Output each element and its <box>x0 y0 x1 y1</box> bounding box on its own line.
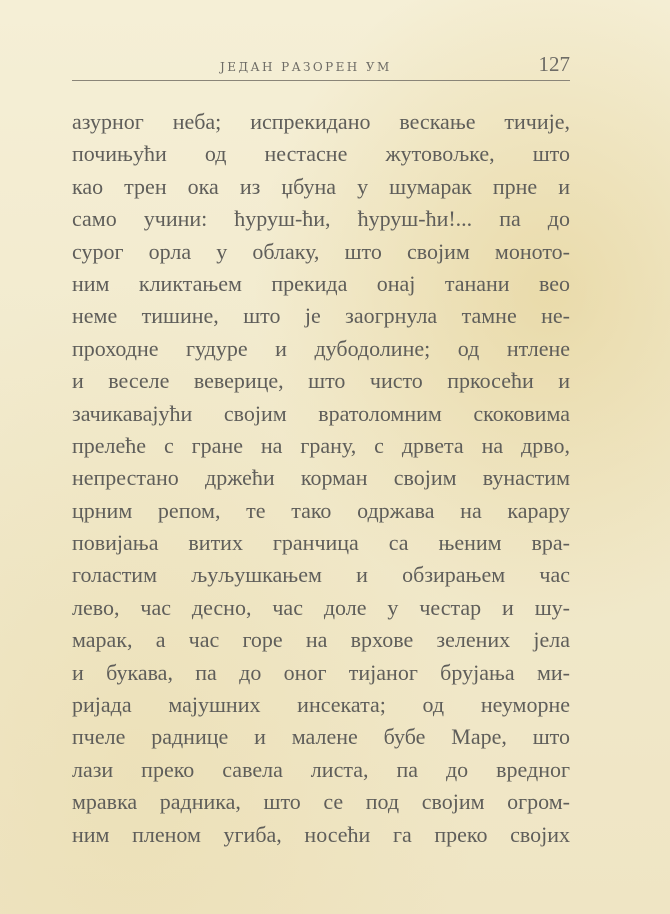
text-line: и букава, па до оног тијаног брујања ми- <box>72 659 570 685</box>
text-line: ним кликтањем прекида онај танани вео <box>72 270 570 296</box>
text-line: неме тишине, што је заогрнула тамне не- <box>72 303 570 329</box>
text-line: непрестано држећи корман својим вунастим <box>72 465 570 491</box>
text-line: прелеће с гране на грану, с дрвета на дрво, <box>72 432 570 458</box>
text-line: марак, а час горе на врхове зелених јела <box>72 627 570 653</box>
text-line: сурог орла у облаку, што својим моното- <box>72 238 570 264</box>
text-line: повијања витих гранчица са њеним вра- <box>72 530 570 556</box>
text-line: само учини: ћуруш-ћи, ћуруш-ћи!... па до <box>72 206 570 232</box>
text-line: проходне гудуре и дубодолине; од нтлене <box>72 335 570 361</box>
text-line: као трен ока из џбуна у шумарак прне и <box>72 173 570 199</box>
running-title: ЈЕДАН РАЗОРЕН УМ <box>220 60 392 74</box>
text-line: ним пленом угиба, носећи га преко својих <box>72 821 570 847</box>
text-line: ријада мајушних инсеката; од неуморне <box>72 692 570 718</box>
text-line: азурног неба; испрекидано вескање тичије, <box>72 109 570 134</box>
text-line: лази преко савела листа, па до вредног <box>72 756 570 782</box>
body-text <box>72 106 570 851</box>
text-line: мравка радника, што се под својим огром- <box>72 789 570 815</box>
text-line: и веселе веверице, што чисто пркосећи и <box>72 368 570 394</box>
text-line: црним репом, те тако одржава на карару <box>72 497 570 523</box>
page-number: 127 <box>538 52 570 76</box>
text-line: лево, час десно, час доле у честар и шу- <box>72 594 570 620</box>
text-line: голастим љуљушкањем и обзирањем час <box>72 562 570 588</box>
text-line: почињући од нестасне жутовољке, што <box>72 141 570 167</box>
text-line: зачикавајући својим вратоломним скоковима <box>72 400 570 426</box>
text-line: пчеле раднице и малене бубе Маре, што <box>72 724 570 750</box>
page-header <box>72 52 570 81</box>
